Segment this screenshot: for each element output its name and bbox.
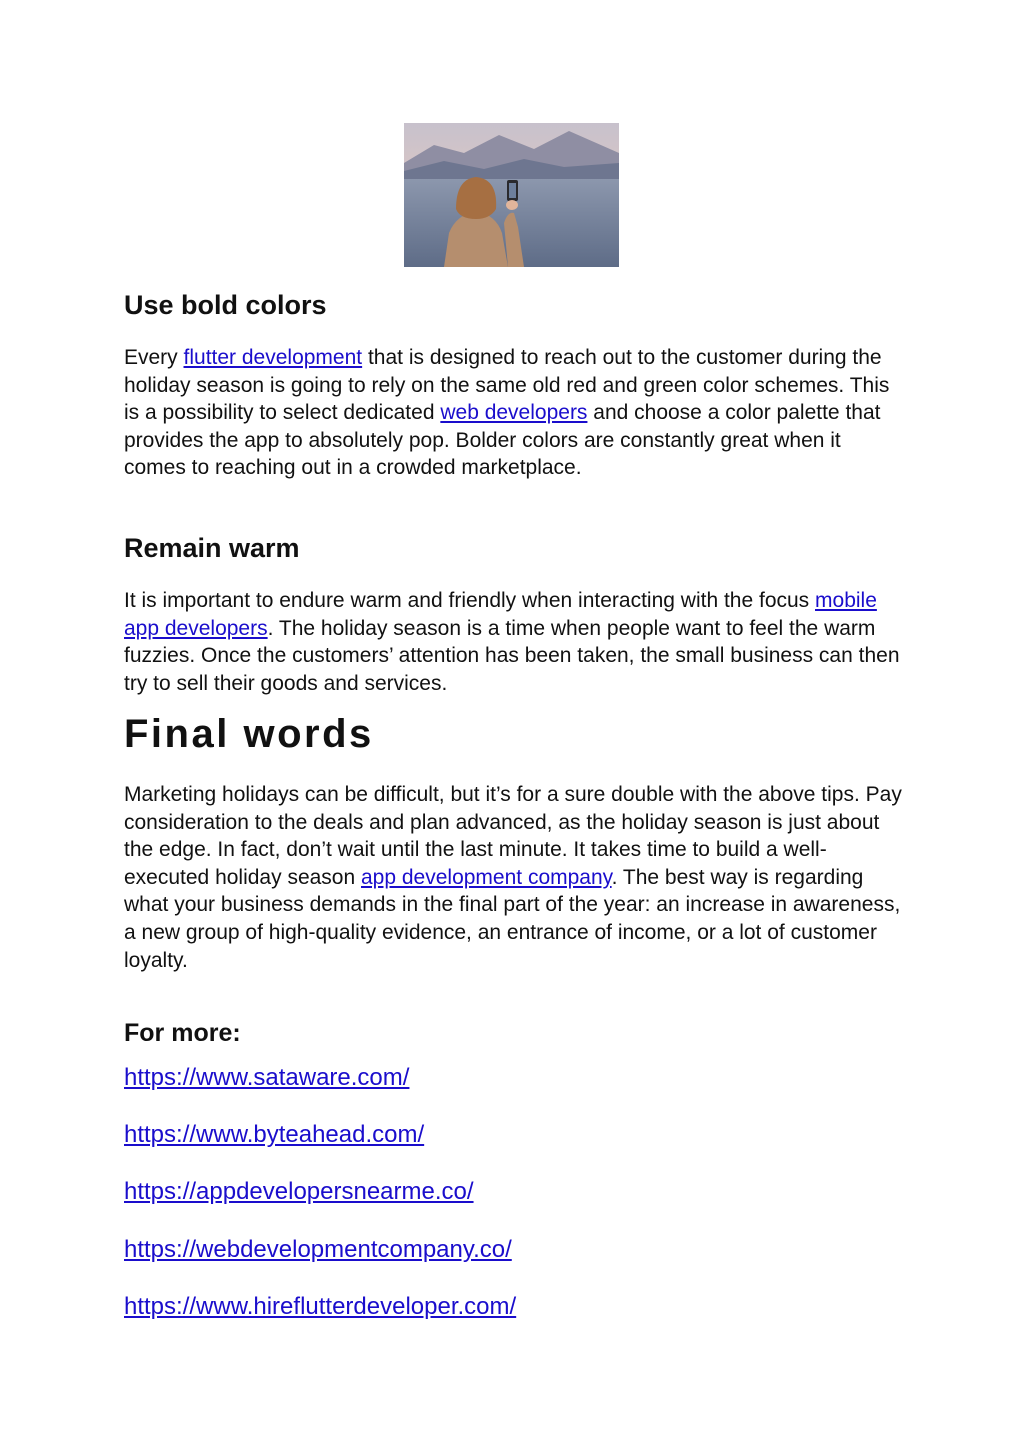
link-flutter-development[interactable]: flutter development — [183, 346, 363, 369]
link-web-developers[interactable]: web developers — [440, 401, 588, 425]
lake-photo-icon — [404, 123, 619, 267]
photo-image — [404, 123, 619, 267]
paragraph-final-words — [124, 781, 904, 974]
link-webdevelopmentcompany[interactable]: https://webdevelopmentcompany.co/ — [124, 1236, 512, 1263]
text-span: Every — [124, 346, 184, 369]
link-appdevelopersnearme[interactable]: https://appdevelopersnearme.co/ — [124, 1178, 474, 1205]
link-app-development-company[interactable]: app development company — [361, 865, 612, 889]
text-span: that is designed to reach out to the customer during the holiday season is going to rely on the same old red and green color schemes. This is a possibility to select dedicated — [124, 346, 890, 425]
paragraph-remain-warm — [124, 587, 904, 697]
link-hireflutterdeveloper[interactable]: https://www.hireflutterdeveloper.com/ — [124, 1293, 517, 1320]
text-span: and choose a color palette that provides the app to absolutely pop. Bolder colors are constantly great when it comes to reaching out in a crowded marketplace. — [124, 401, 881, 480]
heading-use-bold-colors: Use bold colors — [124, 290, 327, 320]
text-span: . The best way is regarding what your business demands in the final part of the year: an increase in awareness, a new group of high-quality evidence, an entrance of income, or a lot of customer loyalty. — [124, 865, 901, 972]
link-byteahead[interactable]: https://www.byteahead.com/ — [124, 1121, 425, 1148]
link-mobile-app-developers[interactable]: mobile app developers — [124, 589, 877, 640]
text-span: . The holiday season is a time when people want to feel the warm fuzzies. Once the customers’ attention has been taken, the small business can then try to sell their goods and services. — [124, 616, 900, 695]
heading-final-words: Final words — [124, 712, 374, 756]
paragraph-bold-colors — [124, 344, 904, 482]
link-sataware[interactable]: https://www.sataware.com/ — [124, 1064, 410, 1091]
heading-remain-warm: Remain warm — [124, 533, 300, 563]
heading-for-more: For more: — [124, 1019, 241, 1047]
text-span: Marketing holidays can be difficult, but it’s for a sure double with the above tips. Pay consideration to the deals and plan advanced, as the holiday season is just about the edge. In fact, don’t wait until the last minute. It takes time to build a well-executed holiday season — [124, 783, 902, 889]
text-span: It is important to endure warm and friendly when interacting with the focus — [124, 589, 816, 612]
